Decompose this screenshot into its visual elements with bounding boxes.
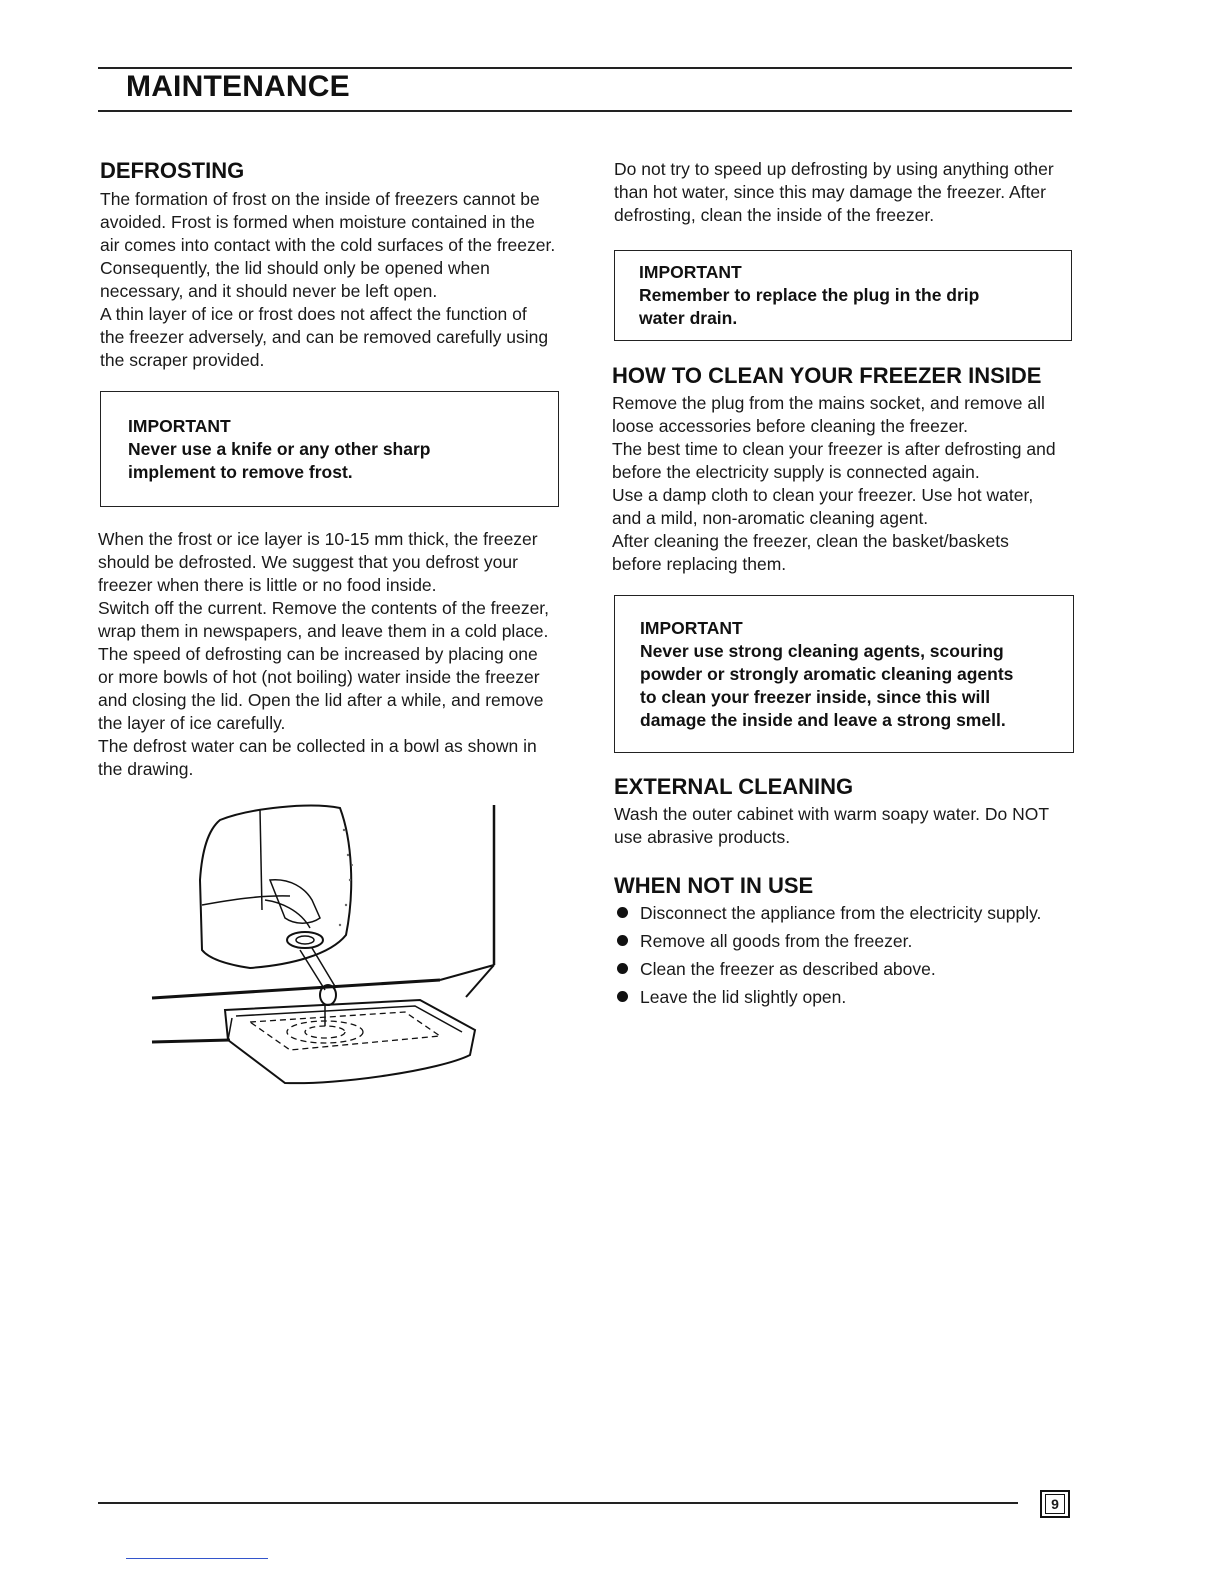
- text-line: avoided. Frost is formed when moisture contained in the: [100, 212, 535, 232]
- list-item: Leave the lid slightly open.: [614, 983, 1041, 1011]
- not-in-use-list: [614, 899, 1041, 1011]
- text-line: After cleaning the freezer, clean the basket/baskets: [612, 531, 1009, 551]
- text-line: When the frost or ice layer is 10-15 mm thick, the freezer: [98, 529, 538, 549]
- text-line: before replacing them.: [612, 554, 787, 574]
- text-line: the freezer adversely, and can be removed carefully using: [100, 327, 549, 347]
- important-text: to clean your freezer inside, since this will: [640, 687, 991, 707]
- defrosting-intro: [100, 188, 570, 372]
- bullet-icon: [617, 963, 628, 974]
- important-label: IMPORTANT: [128, 416, 231, 436]
- defrosting-body: [98, 528, 568, 781]
- text-line: The formation of frost on the inside of freezers cannot be: [100, 189, 540, 209]
- text-line: The speed of defrosting can be increased by placing one: [98, 644, 538, 664]
- text-line: Do not try to speed up defrosting by using anything other: [614, 159, 1054, 179]
- bullet-icon: [617, 935, 628, 946]
- text-line: The best time to clean your freezer is after defrosting and: [612, 439, 1056, 459]
- bottom-blue-line: [126, 1558, 268, 1559]
- text-line: air comes into contact with the cold surfaces of the freezer.: [100, 235, 556, 255]
- bullet-icon: [617, 991, 628, 1002]
- text-line: Wash the outer cabinet with warm soapy water. Do NOT: [614, 804, 1050, 824]
- text-line: freezer when there is little or no food inside.: [98, 575, 437, 595]
- text-line: and closing the lid. Open the lid after a while, and remove: [98, 690, 544, 710]
- text-line: defrosting, clean the inside of the freezer.: [614, 205, 935, 225]
- important-label: IMPORTANT: [639, 262, 742, 282]
- text-line: necessary, and it should never be left open.: [100, 281, 438, 301]
- text-line: the drawing.: [98, 759, 194, 779]
- bullet-icon: [617, 907, 628, 918]
- right-intro: [614, 158, 1084, 227]
- clean-inside-heading: HOW TO CLEAN YOUR FREEZER INSIDE: [612, 363, 1042, 388]
- important-label: IMPORTANT: [640, 618, 743, 638]
- list-item: Disconnect the appliance from the electricity supply.: [614, 899, 1041, 927]
- text-line: loose accessories before cleaning the freezer.: [612, 416, 969, 436]
- important-text: water drain.: [639, 308, 738, 328]
- important-text: Remember to replace the plug in the drip: [639, 285, 980, 305]
- text-line: the scraper provided.: [100, 350, 265, 370]
- text-line: Remove the plug from the mains socket, and remove all: [612, 393, 1045, 413]
- footer-rule: [98, 1502, 1018, 1504]
- important-text: Never use strong cleaning agents, scouring: [640, 641, 1004, 661]
- text-line: before the electricity supply is connected again.: [612, 462, 980, 482]
- important-text: implement to remove frost.: [128, 462, 353, 482]
- important-box-knife: [100, 391, 559, 507]
- text-line: should be defrosted. We suggest that you defrost your: [98, 552, 518, 572]
- important-box-cleaning: [614, 595, 1074, 753]
- important-text: powder or strongly aromatic cleaning agents: [640, 664, 1014, 684]
- external-cleaning-heading: EXTERNAL CLEANING: [614, 774, 854, 799]
- header-top-rule: [98, 67, 1072, 69]
- page-number: 9: [1045, 1494, 1065, 1514]
- external-cleaning-text: [614, 803, 1084, 849]
- clean-inside-text: [612, 392, 1082, 576]
- list-item: Remove all goods from the freezer.: [614, 927, 1041, 955]
- defrost-drawing: [140, 800, 510, 1095]
- page-title: MAINTENANCE: [126, 70, 350, 103]
- important-text: Never use a knife or any other sharp: [128, 439, 431, 459]
- defrosting-heading: DEFROSTING: [100, 158, 245, 183]
- text-line: Use a damp cloth to clean your freezer. Use hot water,: [612, 485, 1034, 505]
- list-item: Clean the freezer as described above.: [614, 955, 1041, 983]
- text-line: the layer of ice carefully.: [98, 713, 286, 733]
- text-line: than hot water, since this may damage the freezer. After: [614, 182, 1046, 202]
- important-text: damage the inside and leave a strong smell.: [640, 710, 1006, 730]
- text-line: A thin layer of ice or frost does not affect the function of: [100, 304, 527, 324]
- header-bottom-rule: [98, 110, 1072, 112]
- important-box-drip: [614, 250, 1072, 341]
- not-in-use-heading: WHEN NOT IN USE: [614, 873, 814, 898]
- page-number-box: [1040, 1490, 1070, 1518]
- text-line: Switch off the current. Remove the contents of the freezer,: [98, 598, 550, 618]
- text-line: Consequently, the lid should only be opened when: [100, 258, 490, 278]
- text-line: use abrasive products.: [614, 827, 791, 847]
- text-line: The defrost water can be collected in a bowl as shown in: [98, 736, 537, 756]
- text-line: wrap them in newspapers, and leave them in a cold place.: [98, 621, 549, 641]
- text-line: or more bowls of hot (not boiling) water inside the freezer: [98, 667, 540, 687]
- text-line: and a mild, non-aromatic cleaning agent.: [612, 508, 929, 528]
